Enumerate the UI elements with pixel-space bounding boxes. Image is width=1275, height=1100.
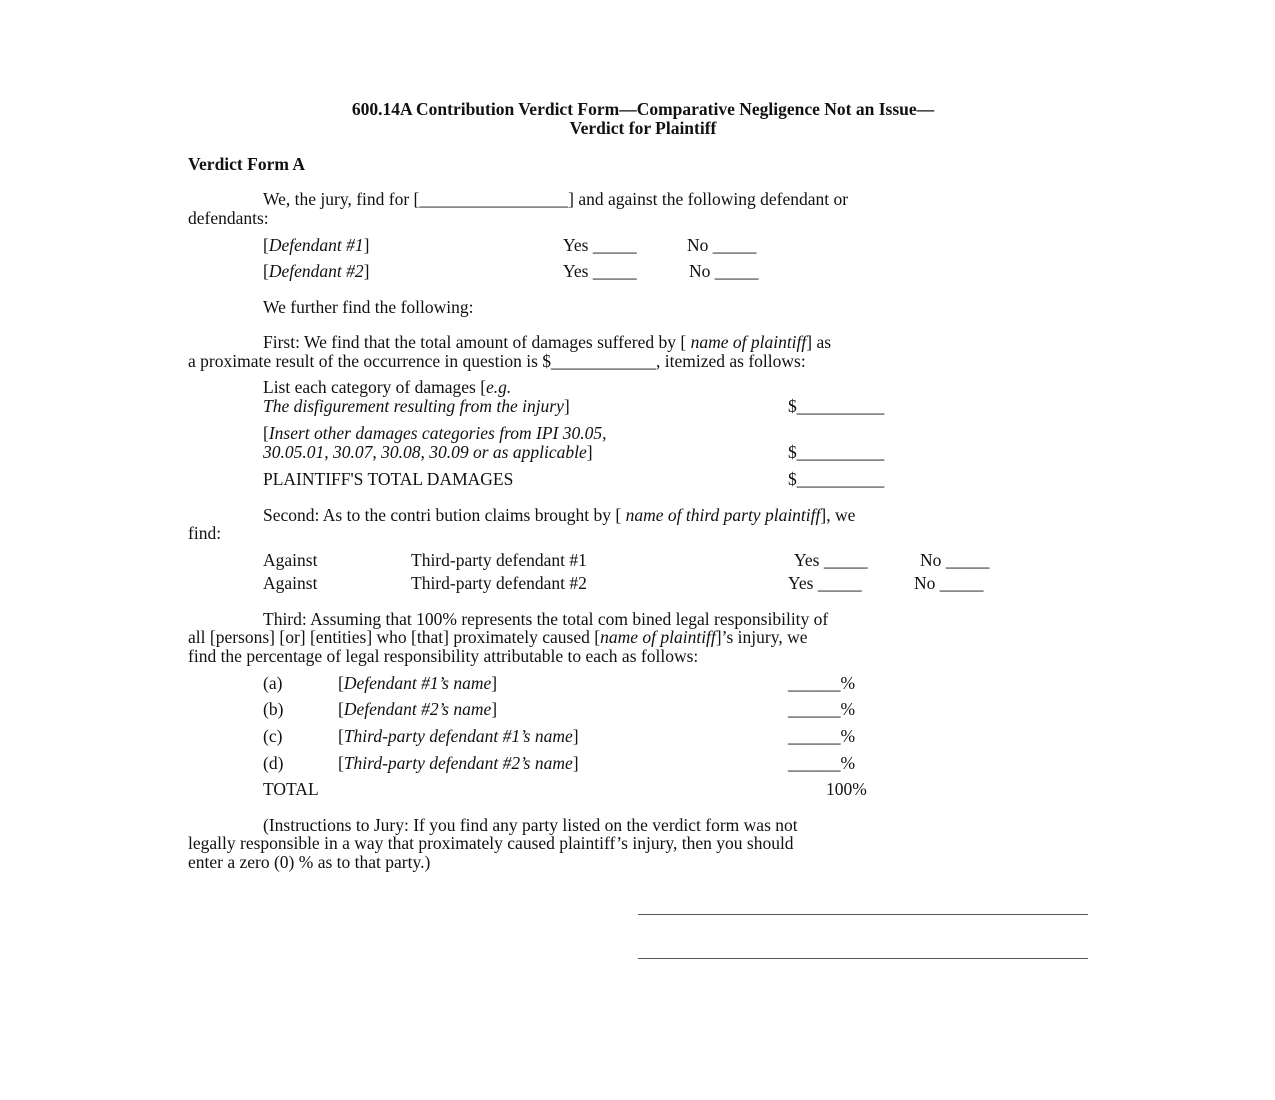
first-line-1 xyxy=(263,333,831,352)
defendant-2-no-label: No xyxy=(689,261,711,281)
damage-2-insert: Insert other damages categories from IPI 30.05, xyxy=(268,423,607,443)
percent-row-a-letter: (a) xyxy=(263,673,283,693)
damage-2-amount: $__________ xyxy=(788,442,885,462)
defendant-1-yes-label: Yes xyxy=(563,235,589,255)
defendant-1-yes-blank: _____ xyxy=(592,235,637,255)
defendant-2-no xyxy=(689,262,759,281)
against-1-yes: Yes _____ xyxy=(794,550,868,570)
second-text-a: Second: As to the contri bution claims brought by [ xyxy=(263,505,622,525)
total-damages-amount: $__________ xyxy=(788,469,885,489)
form-title-line-2: Verdict for Plaintiff xyxy=(569,118,717,138)
intro-text-1: We, the jury, find for [ xyxy=(263,189,420,209)
first-text-c: a proximate result of the occurrence in question is $ xyxy=(188,351,552,371)
third-plaintiff-name: name of plaintiff xyxy=(600,627,716,647)
defendant-1-label: Defendant #1 xyxy=(268,235,364,255)
first-amount-blank: ____________ xyxy=(551,351,657,371)
defendant-1-no-blank: _____ xyxy=(712,235,757,255)
damage-1-eg: e.g. xyxy=(486,377,512,397)
intro-line-1 xyxy=(263,190,848,209)
first-text-b: ] as xyxy=(806,332,832,352)
defendant-2-yes-blank: _____ xyxy=(592,261,637,281)
instructions-line-3: enter a zero (0) % as to that party.) xyxy=(188,852,431,872)
second-third-party-plaintiff: name of third party plaintiff xyxy=(621,505,821,525)
further-findings: We further find the following: xyxy=(263,297,474,317)
defendant-2-yes xyxy=(563,262,637,281)
second-line-2: find: xyxy=(188,523,222,543)
first-line-2 xyxy=(188,352,806,371)
percent-row-b-value: ______% xyxy=(788,699,856,719)
instructions-line-2: legally responsible in a way that proximately caused plaintiff’s injury, then you should xyxy=(188,833,794,853)
damage-2-line-2 xyxy=(263,443,593,462)
third-line-3: find the percentage of legal responsibility attributable to each as follows: xyxy=(188,646,699,666)
first-text-a: First: We find that the total amount of damages suffered by [ xyxy=(263,332,687,352)
against-1-party: Third-party defendant #1 xyxy=(411,550,587,570)
total-damages-label: PLAINTIFF'S TOTAL DAMAGES xyxy=(263,469,514,489)
first-text-d: , itemized as follows: xyxy=(656,351,806,371)
percent-row-b-letter: (b) xyxy=(263,699,284,719)
against-2-no: No _____ xyxy=(914,573,984,593)
instructions-line-1: (Instructions to Jury: If you find any party listed on the verdict form was not xyxy=(263,815,798,835)
against-2-party: Third-party defendant #2 xyxy=(411,573,587,593)
total-row-label: TOTAL xyxy=(263,779,319,799)
defendant-1-yes xyxy=(563,236,637,255)
defendant-1-no xyxy=(687,236,757,255)
against-1-label: Against xyxy=(263,550,318,570)
damage-1-bracket: ] xyxy=(563,396,570,416)
percent-row-c-letter: (c) xyxy=(263,726,283,746)
second-text-b: ], we xyxy=(820,505,856,525)
damage-1-amount: $__________ xyxy=(788,396,885,416)
damage-2-description: 30.05.01, 30.07, 30.08, 30.09 or as applicable xyxy=(263,442,587,462)
percent-row-c-value: ______% xyxy=(788,726,856,746)
damage-1-line-2 xyxy=(263,397,570,416)
percent-row-a-value: ______% xyxy=(788,673,856,693)
signature-line-2 xyxy=(638,958,1088,959)
percent-row-c-name: [Third-party defendant #1’s name] xyxy=(338,726,579,746)
defendant-2-no-blank: _____ xyxy=(714,261,759,281)
damage-2-bracket-open: [ xyxy=(263,423,269,443)
percent-row-a-party: Defendant #1’s name xyxy=(343,673,492,693)
form-title-line-1: 600.14A Contribution Verdict Form—Comparative Negligence Not an Issue— xyxy=(351,99,935,119)
damage-1-line-1 xyxy=(263,378,511,397)
total-row-value: 100% xyxy=(826,779,867,799)
defendant-1-name: [Defendant #1] xyxy=(263,235,370,255)
first-plaintiff-name: name of plaintiff xyxy=(686,332,807,352)
percent-row-b-name: [Defendant #2’s name] xyxy=(338,699,498,719)
second-line-1 xyxy=(263,506,855,525)
verdict-form-heading: Verdict Form A xyxy=(188,154,305,174)
defendant-1-no-label: No xyxy=(687,235,709,255)
third-line-1: Third: Assuming that 100% represents the total com bined legal responsibility of xyxy=(263,609,829,629)
damage-2-bracket: ] xyxy=(586,442,593,462)
percent-row-d-name: [Third-party defendant #2’s name] xyxy=(338,753,579,773)
third-line-2 xyxy=(188,628,808,647)
signature-line-1 xyxy=(638,914,1088,915)
percent-row-d-letter: (d) xyxy=(263,753,284,773)
defendant-2-name: [Defendant #2] xyxy=(263,261,370,281)
intro-line-2: defendants: xyxy=(188,208,269,228)
plaintiff-blank: _________________ xyxy=(419,189,569,209)
defendant-2-label: Defendant #2 xyxy=(268,261,364,281)
percent-row-c-party: Third-party defendant #1’s name xyxy=(343,726,573,746)
damage-1-description: The disfigurement resulting from the injury xyxy=(263,396,564,416)
damage-1-text: List each category of damages [ xyxy=(263,377,487,397)
intro-text-2: ] and against the following defendant or xyxy=(568,189,849,209)
damage-2-line-1 xyxy=(263,424,606,443)
against-2-yes: Yes _____ xyxy=(788,573,862,593)
against-2-label: Against xyxy=(263,573,318,593)
percent-row-a-name: [Defendant #1’s name] xyxy=(338,673,498,693)
third-text-c: ]’s injury, we xyxy=(715,627,808,647)
third-text-b: all [persons] [or] [entities] who [that] proximately caused [ xyxy=(188,627,601,647)
percent-row-d-value: ______% xyxy=(788,753,856,773)
percent-row-b-party: Defendant #2’s name xyxy=(343,699,492,719)
defendant-2-yes-label: Yes xyxy=(563,261,589,281)
against-1-no: No _____ xyxy=(920,550,990,570)
percent-row-d-party: Third-party defendant #2’s name xyxy=(343,753,573,773)
